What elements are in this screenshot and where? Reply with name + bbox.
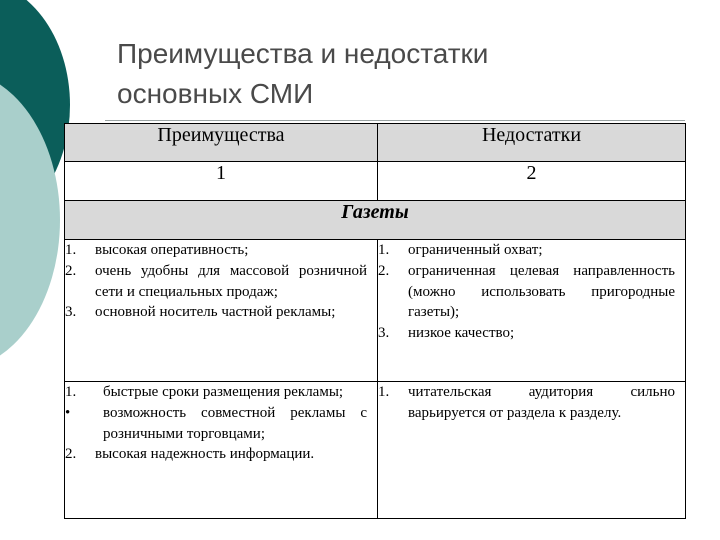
list-item: 1. читательская аудитория сильно варьируется от раздела к разделу. — [378, 384, 675, 421]
list-item: 2. ограниченная целевая направленность (можно использовать пригородные газеты); — [378, 262, 675, 321]
list-item: 1. ограниченный охват; — [378, 242, 543, 258]
list-item: 2. высокая надежность информации. — [65, 446, 315, 463]
table-row — [65, 240, 686, 382]
title-line-2: основных СМИ — [117, 78, 314, 109]
column-number-2: 2 — [378, 162, 686, 201]
header-row — [65, 124, 686, 162]
advantages-cell — [65, 382, 378, 519]
disadvantages-cell — [378, 240, 686, 382]
list-item: • возможность совместной рекламы с розничными торговцами; — [65, 404, 367, 442]
list-item: 1. высокая оперативность; — [65, 242, 249, 258]
group-row — [65, 201, 686, 240]
disadvantages-cell — [378, 382, 686, 519]
table-row — [65, 382, 686, 519]
title-line-1: Преимущества и недостатки — [117, 38, 489, 69]
group-title: Газеты — [65, 201, 686, 240]
list-item: 3. основной носитель частной рекламы; — [65, 304, 336, 321]
header-advantages: Преимущества — [65, 124, 378, 162]
list-item: 1. быстрые сроки размещения рекламы; — [65, 384, 344, 400]
list-item: 2. очень удобны для массовой розничной сети и специальных продаж; — [65, 262, 367, 300]
header-disadvantages: Недостатки — [378, 124, 686, 162]
column-number-row — [65, 162, 686, 201]
list-item: 3. низкое качество; — [378, 325, 515, 342]
title-divider — [105, 120, 685, 121]
advantages-cell — [65, 240, 378, 382]
slide-title — [117, 34, 677, 114]
comparison-table — [64, 123, 686, 519]
column-number-1: 1 — [65, 162, 378, 201]
